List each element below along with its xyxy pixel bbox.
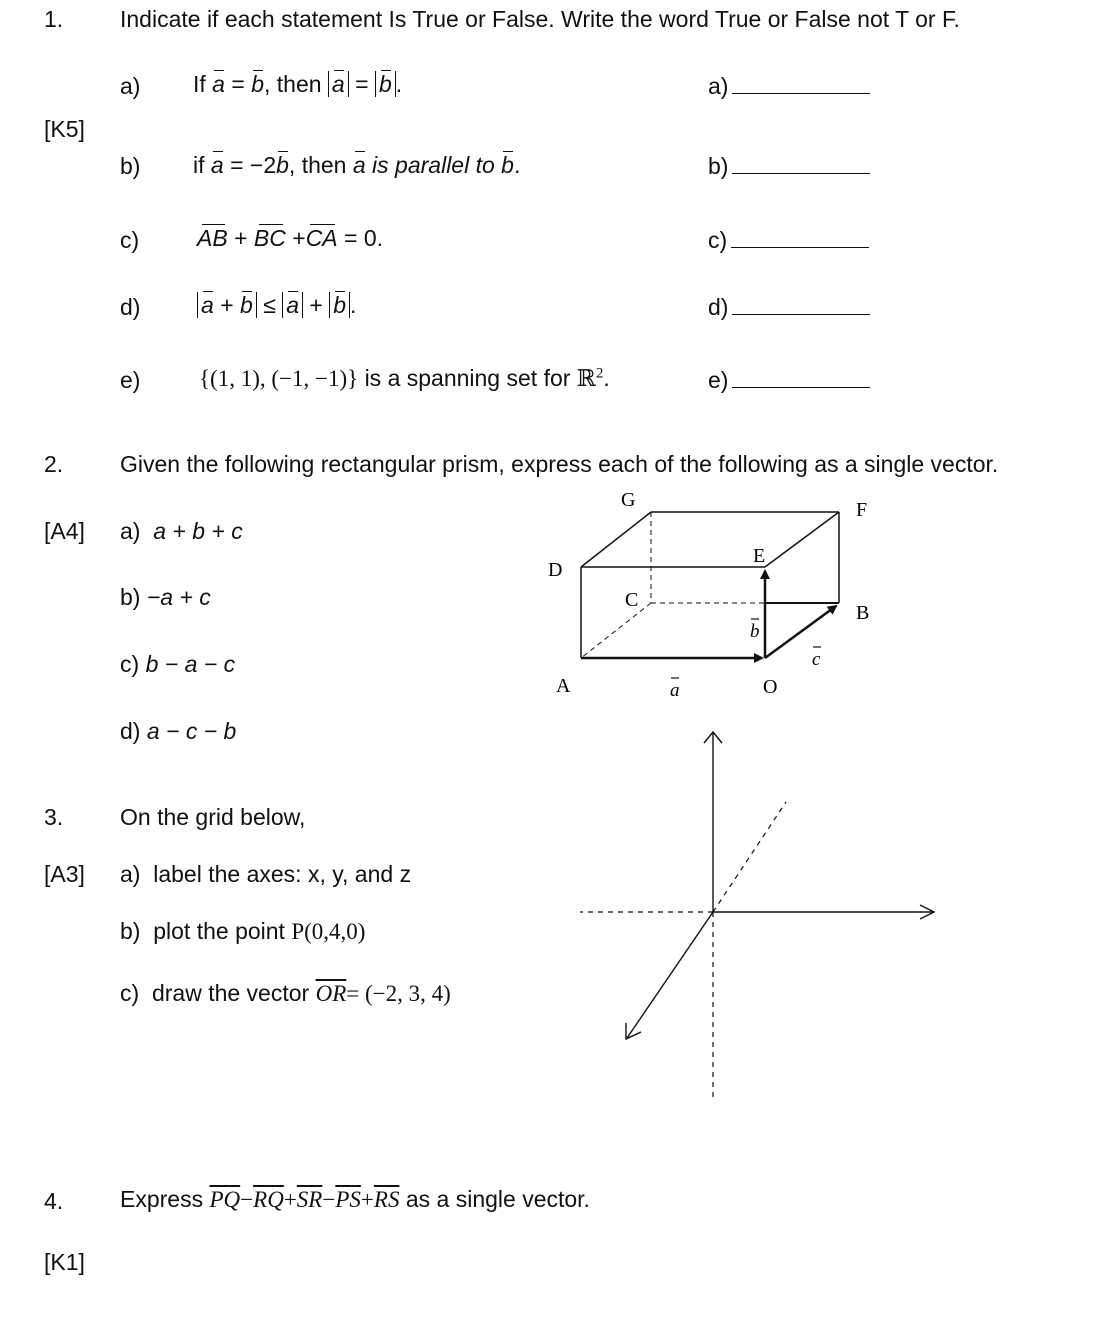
q4-number: 4.	[44, 1188, 64, 1214]
q1-b-statement: if a = −2b, then a is parallel to b.	[193, 152, 521, 178]
q4-marks: [K1]	[44, 1249, 85, 1275]
q1-b-label: b)	[120, 153, 141, 179]
vector-c	[765, 606, 836, 658]
label-vec-c: c	[812, 649, 821, 670]
label-vec-b: b	[750, 621, 760, 642]
q2-part-c: c) b − a − c	[120, 651, 236, 677]
q2-part-b: b) −a + c	[120, 584, 211, 610]
label-B: B	[856, 602, 870, 624]
label-E: E	[753, 545, 766, 567]
q1-marks: [K5]	[44, 116, 85, 142]
q3-part-a: a) label the axes: x, y, and z	[120, 861, 412, 887]
q1-a-label: a)	[120, 73, 141, 99]
q2-expr: b − a − c	[145, 651, 236, 677]
q3-part-b: b) plot the point P(0,4,0)	[120, 918, 366, 944]
q1-a-answer[interactable]: a)	[708, 73, 870, 100]
axes-grid[interactable]	[570, 725, 950, 1105]
answer-blank[interactable]	[732, 386, 870, 388]
label-F: F	[856, 499, 868, 521]
q1-b-answer[interactable]: b)	[708, 153, 870, 180]
prism-diagram	[540, 485, 880, 705]
q4-text: Express $\overline{PQ}-\overline{RQ}+\overline{SR}-\overline{PS}+\overline{RS}$ as a single vector.	[120, 1186, 590, 1212]
answer-blank[interactable]	[731, 246, 869, 248]
answer-blank[interactable]	[732, 172, 870, 174]
label-G: G	[621, 489, 636, 511]
prism-edge	[581, 512, 651, 567]
axis-diagonal-negative	[713, 802, 786, 912]
q3-marks: [A3]	[44, 861, 85, 887]
q2-number: 2.	[44, 451, 64, 477]
q1-c-label: c)	[120, 227, 140, 253]
q3-part-c: c) draw the vector $\overline{OR}= (-2$, 3, 4)	[120, 980, 451, 1006]
q1-c-answer[interactable]: c)	[708, 227, 869, 254]
q1-d-answer[interactable]: d)	[708, 294, 870, 321]
q2-marks: [A4]	[44, 518, 85, 544]
q1-d-label: d)	[120, 294, 141, 320]
q2-part-d: d) a − c − b	[120, 718, 237, 744]
q1-e-answer[interactable]: e)	[708, 367, 870, 394]
label-D: D	[548, 559, 563, 581]
q1-e-label: e)	[120, 367, 141, 393]
q1-d-statement: a + b ≤ a + b .	[197, 292, 356, 319]
label-C: C	[625, 589, 639, 611]
q1-c-statement: AB + BC +CA = 0.	[197, 225, 384, 251]
q1-number: 1.	[44, 6, 64, 32]
q1-a-statement: If a = b, then a = b .	[193, 71, 403, 97]
q1-e-statement: {(1, 1), (−1, −1)} is a spanning set for ℝ$^2$.	[199, 365, 610, 391]
axis-diagonal	[627, 912, 713, 1038]
q3-number: 3.	[44, 804, 64, 830]
q2-expr: a + b + c	[153, 518, 243, 544]
q2-expr: −a + c	[146, 584, 211, 610]
answer-blank[interactable]	[732, 313, 870, 315]
q1-instruction: Indicate if each statement Is True or False. Write the word True or False not T or F.	[120, 6, 960, 32]
prism-hidden-edge	[581, 603, 651, 658]
answer-blank[interactable]	[732, 92, 870, 94]
q2-part-a: a) a + b + c	[120, 518, 243, 544]
label-vec-a: a	[670, 680, 680, 701]
label-O: O	[763, 676, 778, 698]
label-A: A	[556, 675, 571, 697]
q2-instruction: Given the following rectangular prism, express each of the following as a single vector.	[120, 451, 999, 477]
prism-edge	[765, 512, 839, 567]
q3-instruction: On the grid below,	[120, 804, 306, 830]
q2-expr: a − c − b	[146, 718, 237, 744]
